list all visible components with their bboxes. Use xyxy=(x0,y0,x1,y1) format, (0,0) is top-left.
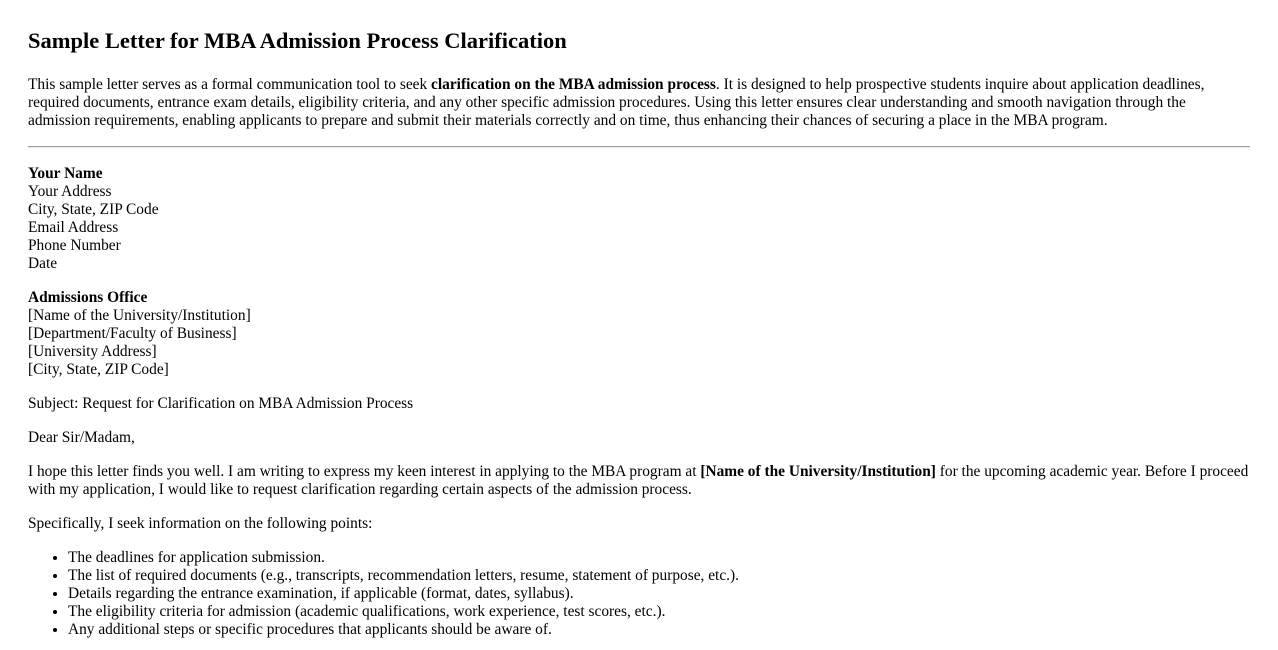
body1-text-after: for the upcoming academic year. Before I proceed with my application, I would like to request clarification regarding certain aspects of the admission process. xyxy=(28,463,1249,498)
subject-line: Subject: Request for Clarification on MBA Admission Process xyxy=(28,395,414,412)
intro-text-after: . It is designed to help prospective students inquire about application deadlines, required documents, entrance exam details, eligibility criteria, and any other specific admission procedures. Using this letter ensures clear understanding and smooth navigation through the admission requirements, enabling applicants to prepare and submit their materials correctly and on time, thus enhancing their chances of securing a place in the MBA program. xyxy=(28,76,1205,129)
page-title: Sample Letter for MBA Admission Process Clarification xyxy=(28,28,567,53)
recipient-office: Admissions Office xyxy=(28,289,148,306)
intro-paragraph xyxy=(28,76,1250,130)
recipient-department: [Department/Faculty of Business] xyxy=(28,325,237,342)
list-item: • Any additional steps or specific procedures that applicants should be aware of. xyxy=(68,621,1250,639)
list-item: • The eligibility criteria for admission (academic qualifications, work experience, test scores, etc.). xyxy=(68,603,1250,621)
intro-text-bold: clarification on the MBA admission process xyxy=(431,76,716,93)
body-paragraph-1 xyxy=(28,463,1250,499)
sender-address: Your Address xyxy=(28,183,112,200)
points-list xyxy=(28,549,1250,639)
recipient-university: [Name of the University/Institution] xyxy=(28,307,251,324)
sender-email: Email Address xyxy=(28,219,119,236)
body1-text-before: I hope this letter finds you well. I am writing to express my keen interest in applying to the MBA program at xyxy=(28,463,701,480)
list-item: • The list of required documents (e.g., transcripts, recommendation letters, resume, statement of purpose, etc.). xyxy=(68,567,1250,585)
list-item: • The deadlines for application submission. xyxy=(68,549,1250,567)
sender-phone: Phone Number xyxy=(28,237,121,254)
recipient-block xyxy=(28,289,1250,379)
divider xyxy=(28,146,1250,148)
recipient-city: [City, State, ZIP Code] xyxy=(28,361,169,378)
body1-text-bold: [Name of the University/Institution] xyxy=(700,463,936,480)
list-item: • Details regarding the entrance examination, if applicable (format, dates, syllabus). xyxy=(68,585,1250,603)
intro-text-before: This sample letter serves as a formal communication tool to seek xyxy=(28,76,432,93)
sender-block xyxy=(28,165,1250,273)
sender-city: City, State, ZIP Code xyxy=(28,201,159,218)
salutation: Dear Sir/Madam, xyxy=(28,429,135,446)
body-paragraph-2: Specifically, I seek information on the following points: xyxy=(28,515,373,532)
sender-date: Date xyxy=(28,255,58,272)
recipient-address: [University Address] xyxy=(28,343,157,360)
sender-name: Your Name xyxy=(28,165,103,182)
